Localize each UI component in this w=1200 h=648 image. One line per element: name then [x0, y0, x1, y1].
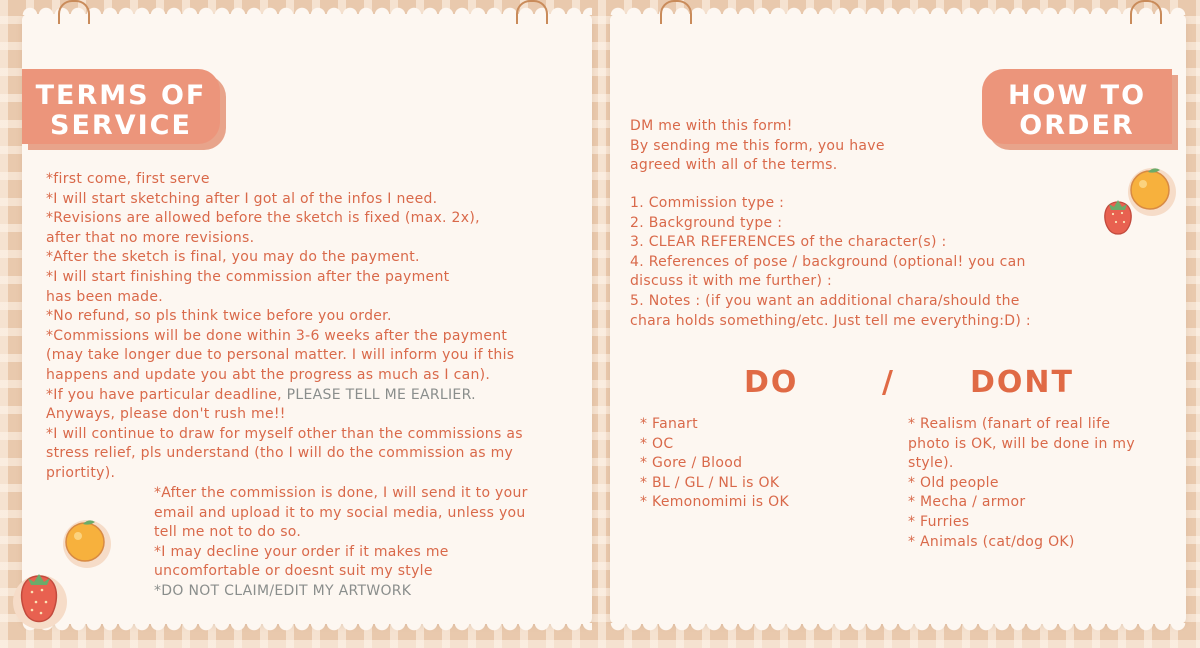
term-line: *No refund, so pls think twice before you order.: [46, 308, 392, 325]
binder-ring-icon: [516, 0, 548, 24]
term-line: *I will continue to draw for myself other than the commissions as: [46, 425, 523, 442]
strawberry-icon: [8, 562, 70, 636]
term-line: tell me not to do so.: [154, 524, 302, 541]
form-line: 1. Commission type :: [630, 195, 785, 211]
term-line-deadline: [46, 386, 586, 406]
title-line: SERVICE: [50, 110, 192, 141]
dont-heading: DONT: [970, 365, 1074, 400]
scallop-edge-bottom: [22, 623, 592, 633]
dont-item: photo is OK, will be done in my: [908, 435, 1135, 452]
do-item: * OC: [640, 435, 674, 452]
order-intro: [630, 117, 960, 176]
do-item: * Kemonomimi is OK: [640, 494, 789, 511]
term-line: *After the commission is done, I will send it to your: [154, 485, 528, 501]
intro-line: agreed with all of the terms.: [630, 157, 838, 174]
dont-item: * Realism (fanart of real life: [908, 416, 1111, 432]
dont-item: * Mecha / armor: [908, 494, 1026, 511]
slash-divider: /: [882, 365, 895, 400]
form-line: discuss it with me further) :: [630, 273, 832, 290]
form-line: 4. References of pose / background (optional! you can: [630, 253, 1026, 270]
term-line: *I may decline your order if it makes me: [154, 543, 449, 560]
term-line-no-claim: *DO NOT CLAIM/EDIT MY ARTWORK: [154, 582, 412, 599]
title-line: ORDER: [1019, 110, 1135, 141]
title-line: HOW TO: [1007, 80, 1147, 111]
term-line: email and upload it to my social media, unless you: [154, 504, 526, 521]
term-line: Anyways, please don't rush me!!: [46, 406, 286, 423]
term-line: *Revisions are allowed before the sketch is fixed (max. 2x),: [46, 210, 480, 227]
dont-item: * Old people: [908, 474, 999, 491]
binder-ring-icon: [1130, 0, 1162, 24]
term-line: *I will start sketching after I got al of the infos I need.: [46, 190, 438, 207]
form-line: 3. CLEAR REFERENCES of the character(s) :: [630, 234, 947, 251]
scallop-edge-top: [22, 5, 592, 15]
title-line: TERMS OF: [35, 80, 207, 111]
scallop-edge-top: [610, 5, 1186, 15]
scallop-edge-bottom: [610, 623, 1186, 633]
term-line: *I will start finishing the commission after the payment: [46, 268, 450, 285]
intro-line: DM me with this form!: [630, 118, 793, 134]
deadline-highlight: PLEASE TELL ME EARLIER.: [286, 386, 476, 403]
how-to-order-page: [610, 14, 1186, 624]
term-line: priortity).: [46, 464, 116, 481]
term-line: *first come, first serve: [46, 171, 210, 187]
form-line: 5. Notes : (if you want an additional chara/should the: [630, 292, 1020, 309]
intro-line: By sending me this form, you have: [630, 137, 885, 154]
binder-ring-icon: [660, 0, 692, 24]
do-heading: DO: [744, 365, 799, 400]
term-line: stress relief, pls understand (tho I will do the commission as my: [46, 445, 514, 462]
dont-item: style).: [908, 455, 954, 472]
dont-item: * Animals (cat/dog OK): [908, 533, 1075, 550]
binder-ring-icon: [58, 0, 90, 24]
form-line: 2. Background type :: [630, 214, 783, 231]
terms-of-service-page: [22, 14, 592, 624]
strawberry-icon: [1096, 194, 1140, 240]
terms-list: [46, 170, 586, 484]
dont-item: * Furries: [908, 513, 970, 530]
term-line: uncomfortable or doesnt suit my style: [154, 563, 433, 580]
term-line: happens and update you abt the progress as much as I can).: [46, 366, 491, 383]
form-line: chara holds something/etc. Just tell me everything:D) :: [630, 312, 1031, 329]
do-item: * Gore / Blood: [640, 455, 743, 472]
term-line: *Commissions will be done within 3-6 weeks after the payment: [46, 327, 508, 344]
term-line: (may take longer due to personal matter. I will inform you if this: [46, 347, 515, 364]
do-item: * BL / GL / NL is OK: [640, 474, 780, 491]
term-text: *If you have particular deadline,: [46, 386, 287, 403]
terms-of-service-title: [22, 69, 220, 144]
do-list: [640, 415, 860, 513]
terms-list-indented: [154, 484, 584, 602]
dont-list: [908, 415, 1170, 552]
term-line: after that no more revisions.: [46, 229, 255, 246]
term-line: has been made.: [46, 288, 163, 305]
term-line: *After the sketch is final, you may do the payment.: [46, 249, 420, 266]
order-form: [630, 194, 1080, 331]
how-to-order-title: [982, 69, 1172, 144]
do-item: * Fanart: [640, 416, 698, 432]
